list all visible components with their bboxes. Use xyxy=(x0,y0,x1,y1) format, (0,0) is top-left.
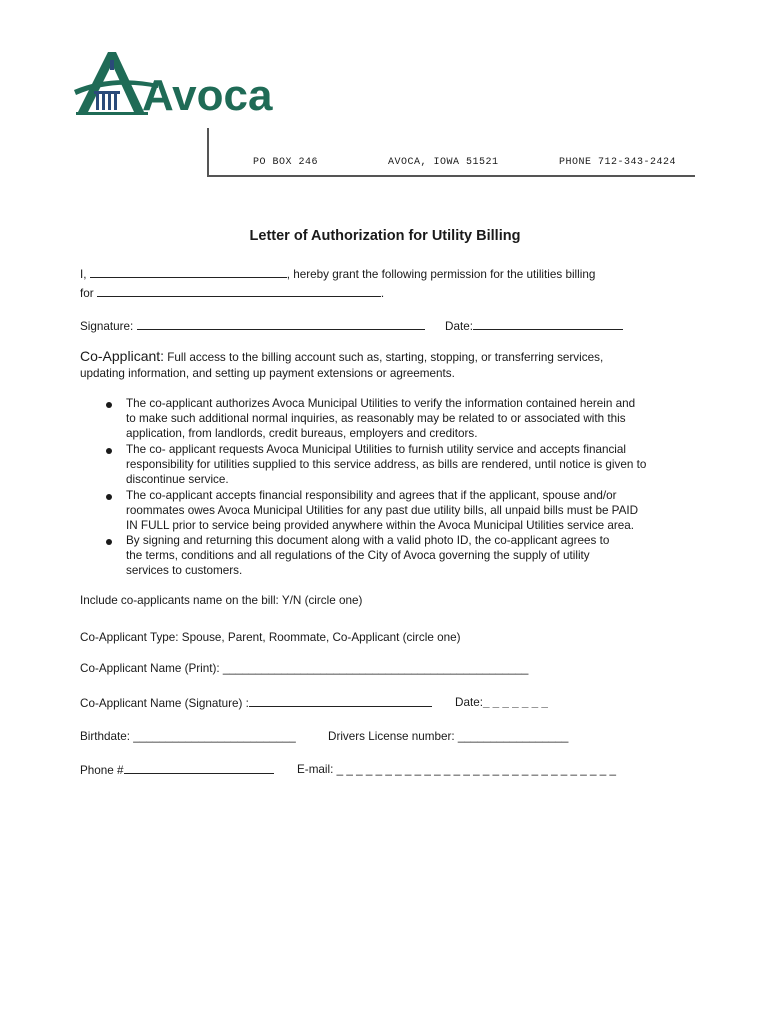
header-divider-horizontal xyxy=(207,175,695,177)
bullet-item-1 xyxy=(126,396,635,442)
bullet-1-line-2: to make such additional normal inquiries, as reasonably may be related to or associated with this xyxy=(126,412,626,426)
name-print-label: Co-Applicant Name (Print): xyxy=(80,662,220,675)
signature-blank[interactable] xyxy=(137,318,425,330)
coapplicant-desc-text1: Full access to the billing account such as, starting, stopping, or transferring services, xyxy=(167,351,604,364)
bullet-dot xyxy=(106,402,112,408)
header-po-box: PO BOX 246 xyxy=(253,157,319,168)
bullet-4-line-3: services to customers. xyxy=(126,564,243,578)
email-blank[interactable]: _ _ _ _ _ _ _ _ _ _ _ _ _ _ _ _ _ _ _ _ _ _ _ _ _ _ _ _ _ xyxy=(336,763,617,776)
phone-line xyxy=(80,762,274,778)
document-title: Letter of Authorization for Utility Billing xyxy=(249,228,521,244)
header-divider-vertical xyxy=(207,128,209,176)
bullet-3-line-2: roommates owes Avoca Municipal Utilities for any past due utility bills, all unpaid bills must be PAID xyxy=(126,504,639,518)
bullet-2-line-1: The co- applicant requests Avoca Municipal Utilities to furnish utility service and accepts financial xyxy=(126,443,626,456)
coapplicant-desc-line2: updating information, and setting up payment extensions or agreements. xyxy=(80,367,455,380)
grant-for-label: for xyxy=(80,287,94,300)
bullet-dot xyxy=(106,448,112,454)
grant-for-end: . xyxy=(380,287,385,300)
coapplicant-type-line[interactable]: Co-Applicant Type: Spouse, Parent, Roommate, Co-Applicant (circle one) xyxy=(80,631,461,644)
header-city: AVOCA, IOWA 51521 xyxy=(388,157,499,168)
header-phone: PHONE 712-343-2424 xyxy=(559,157,677,168)
signature-line xyxy=(80,318,425,334)
grant-for-line xyxy=(80,285,384,301)
signature-date xyxy=(445,318,623,334)
name-print-line xyxy=(80,661,528,676)
phone-blank[interactable] xyxy=(124,762,274,774)
bullet-item-4 xyxy=(126,533,609,579)
drivers-license-line xyxy=(328,729,568,744)
birthdate-blank[interactable]: _________________________ xyxy=(133,730,296,743)
grant-for-blank[interactable] xyxy=(97,285,381,297)
name-print-blank[interactable]: _______________________________________________ xyxy=(222,662,529,675)
email-line xyxy=(297,762,616,777)
birthdate-line xyxy=(80,729,296,744)
coapplicant-label: Co-Applicant: xyxy=(80,348,165,364)
name-signature-line xyxy=(80,695,432,711)
name-signature-date-blank[interactable]: _ _ _ _ _ _ _ xyxy=(482,696,548,709)
bullet-2-line-3: discontinue service. xyxy=(126,473,229,487)
bullet-1-line-1: The co-applicant authorizes Avoca Municipal Utilities to verify the information contained herein and xyxy=(126,397,636,410)
bullet-3-line-3: IN FULL prior to service being provided anywhere within the Avoca Municipal Utilities service area. xyxy=(126,519,634,533)
include-name-line[interactable]: Include co-applicants name on the bill: Y/N (circle one) xyxy=(80,594,363,607)
grant-line xyxy=(80,266,595,282)
signature-label: Signature: xyxy=(80,320,134,333)
bullet-item-3 xyxy=(126,488,638,534)
signature-date-label: Date: xyxy=(445,320,473,333)
bullet-1-line-3: application, from landlords, credit bureaus, employers and creditors. xyxy=(126,427,478,441)
drivers-license-blank[interactable]: _________________ xyxy=(457,730,569,743)
coapplicant-desc-line1 xyxy=(80,349,603,365)
birthdate-label: Birthdate: xyxy=(80,730,131,743)
grant-prefix: I, xyxy=(80,268,87,281)
bullet-4-line-1: By signing and returning this document along with a valid photo ID, the co-applicant agrees to xyxy=(126,534,610,547)
bullet-item-2 xyxy=(126,442,646,488)
bullet-dot xyxy=(106,539,112,545)
signature-date-blank[interactable] xyxy=(473,318,623,330)
phone-label: Phone # xyxy=(80,764,124,777)
avoca-logo xyxy=(72,46,273,126)
bullet-2-line-2: responsibility for utilities supplied to this service address, as bills are rendered, until notice is given to xyxy=(126,458,647,472)
bullet-3-line-1: The co-applicant accepts financial responsibility and agrees that if the applicant, spouse and/or xyxy=(126,489,617,502)
grant-name-blank[interactable] xyxy=(90,266,287,278)
email-label: E-mail: xyxy=(297,763,334,776)
name-signature-label: Co-Applicant Name (Signature) : xyxy=(80,697,249,710)
grant-text: , hereby grant the following permission for the utilities billing xyxy=(286,268,596,281)
name-signature-date-label: Date: xyxy=(455,696,483,709)
name-signature-blank[interactable] xyxy=(249,695,432,707)
logo-text: Avoca xyxy=(142,71,273,120)
bullet-4-line-2: the terms, conditions and all regulations of the City of Avoca governing the supply of utility xyxy=(126,549,590,563)
name-signature-date xyxy=(455,695,548,710)
drivers-license-label: Drivers License number: xyxy=(328,730,455,743)
bullet-dot xyxy=(106,494,112,500)
